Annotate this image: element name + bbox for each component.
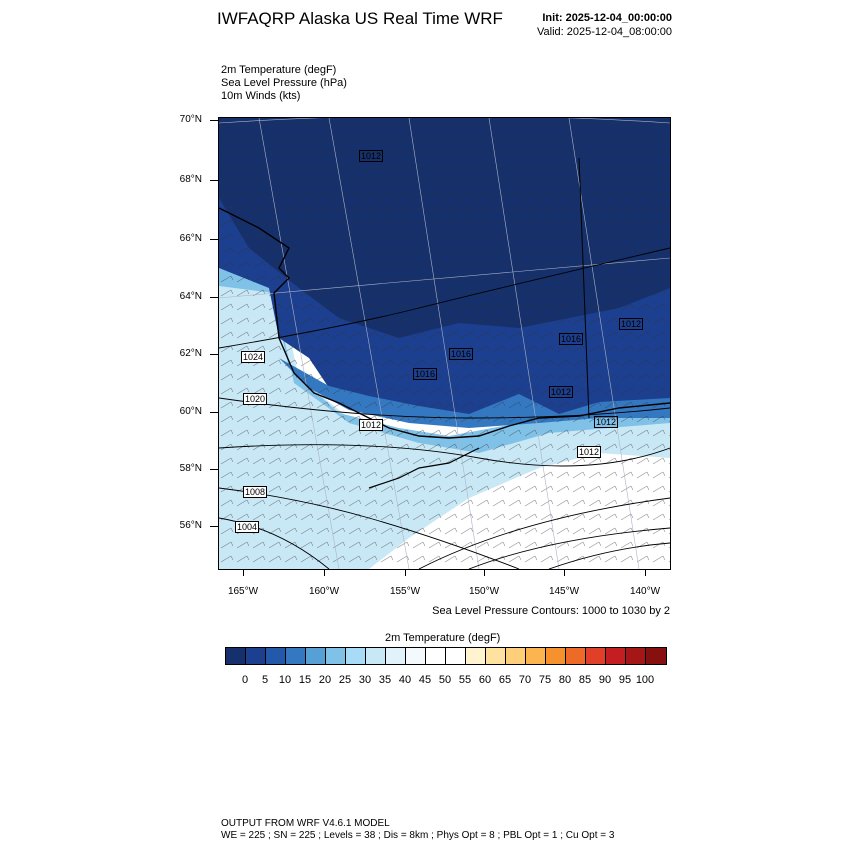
lon-tick bbox=[645, 570, 646, 576]
colorbar-label: 45 bbox=[418, 674, 432, 686]
colorbar-swatch bbox=[646, 648, 666, 664]
lon-tick bbox=[324, 570, 325, 576]
colorbar-label: 15 bbox=[298, 674, 312, 686]
colorbar-title: 2m Temperature (degF) bbox=[385, 632, 501, 644]
isobar-label: 1012 bbox=[621, 319, 642, 329]
colorbar-label: 25 bbox=[338, 674, 352, 686]
isobar-label: 1012 bbox=[551, 387, 572, 397]
colorbar-label: 100 bbox=[635, 674, 655, 686]
isobar-label: 1016 bbox=[451, 349, 472, 359]
colorbar-label: 90 bbox=[598, 674, 612, 686]
colorbar-swatch bbox=[546, 648, 566, 664]
isobar-label: 1008 bbox=[245, 487, 266, 497]
lat-tick bbox=[210, 526, 218, 527]
isobar-label: 1004 bbox=[237, 522, 258, 532]
colorbar-swatch bbox=[366, 648, 386, 664]
colorbar-swatch bbox=[486, 648, 506, 664]
colorbar-label: 60 bbox=[478, 674, 492, 686]
lon-label-145: 145°W bbox=[548, 586, 580, 597]
lon-tick bbox=[564, 570, 565, 576]
lat-tick bbox=[210, 239, 218, 240]
isobar-label: 1016 bbox=[415, 369, 436, 379]
colorbar-label: 75 bbox=[538, 674, 552, 686]
weather-map[interactable] bbox=[218, 117, 671, 570]
colorbar-swatch bbox=[286, 648, 306, 664]
lon-label-165: 165°W bbox=[227, 586, 259, 597]
lat-label-66: 66°N bbox=[179, 233, 202, 244]
lon-label-150: 150°W bbox=[468, 586, 500, 597]
colorbar-swatch bbox=[626, 648, 646, 664]
lat-label-64: 64°N bbox=[179, 291, 202, 302]
colorbar-swatch bbox=[526, 648, 546, 664]
colorbar-label: 70 bbox=[518, 674, 532, 686]
colorbar-label: 40 bbox=[398, 674, 412, 686]
colorbar-label: 10 bbox=[278, 674, 292, 686]
colorbar-label: 50 bbox=[438, 674, 452, 686]
init-time: Init: 2025-12-04_00:00:00 bbox=[542, 12, 672, 24]
lat-tick bbox=[210, 412, 218, 413]
lon-label-155: 155°W bbox=[389, 586, 421, 597]
lat-tick bbox=[210, 354, 218, 355]
colorbar-swatch bbox=[446, 648, 466, 664]
colorbar-swatch bbox=[406, 648, 426, 664]
field-temperature: 2m Temperature (degF) bbox=[221, 64, 337, 76]
colorbar-swatch bbox=[606, 648, 626, 664]
isobar-label: 1012 bbox=[361, 420, 382, 430]
colorbar-label: 0 bbox=[241, 674, 249, 686]
wind-barbs bbox=[219, 118, 670, 569]
lon-tick bbox=[243, 570, 244, 576]
colorbar-swatch bbox=[306, 648, 326, 664]
colorbar-swatch bbox=[506, 648, 526, 664]
colorbar-label: 65 bbox=[498, 674, 512, 686]
colorbar-label: 35 bbox=[378, 674, 392, 686]
field-pressure: Sea Level Pressure (hPa) bbox=[221, 77, 347, 89]
lat-tick bbox=[210, 469, 218, 470]
isobar-label: 1016 bbox=[561, 334, 582, 344]
lon-tick bbox=[405, 570, 406, 576]
colorbar-swatch bbox=[346, 648, 366, 664]
colorbar-swatch bbox=[326, 648, 346, 664]
colorbar-swatch bbox=[586, 648, 606, 664]
footer-model: OUTPUT FROM WRF V4.6.1 MODEL bbox=[221, 818, 390, 829]
lon-label-160: 160°W bbox=[308, 586, 340, 597]
colorbar-label: 85 bbox=[578, 674, 592, 686]
colorbar-swatch bbox=[466, 648, 486, 664]
lat-label-62: 62°N bbox=[179, 348, 202, 359]
footer-config: WE = 225 ; SN = 225 ; Levels = 38 ; Dis = 8km ; Phys Opt = 8 ; PBL Opt = 1 ; Cu Opt = 3 bbox=[221, 830, 615, 841]
colorbar-label: 20 bbox=[318, 674, 332, 686]
colorbar-swatch bbox=[426, 648, 446, 664]
isobar-label: 1012 bbox=[361, 151, 382, 161]
isobar-label: 1024 bbox=[243, 352, 264, 362]
lat-label-60: 60°N bbox=[179, 406, 202, 417]
page-title: IWFAQRP Alaska US Real Time WRF bbox=[217, 9, 503, 28]
colorbar-label: 80 bbox=[558, 674, 572, 686]
lat-tick bbox=[210, 180, 218, 181]
colorbar-swatch bbox=[246, 648, 266, 664]
lon-tick bbox=[484, 570, 485, 576]
lat-label-58: 58°N bbox=[179, 463, 202, 474]
valid-time: Valid: 2025-12-04_08:00:00 bbox=[537, 26, 672, 38]
colorbar-swatch bbox=[386, 648, 406, 664]
colorbar-label: 95 bbox=[618, 674, 632, 686]
lat-label-70: 70°N bbox=[179, 114, 202, 125]
colorbar-label: 5 bbox=[261, 674, 269, 686]
colorbar-label: 30 bbox=[358, 674, 372, 686]
isobar-label: 1012 bbox=[579, 447, 600, 457]
colorbar-swatch bbox=[226, 648, 246, 664]
colorbar bbox=[225, 647, 667, 665]
colorbar-swatch bbox=[266, 648, 286, 664]
field-winds: 10m Winds (kts) bbox=[221, 90, 301, 102]
map-canvas bbox=[219, 118, 670, 569]
colorbar-label: 55 bbox=[458, 674, 472, 686]
lon-label-140: 140°W bbox=[629, 586, 661, 597]
lat-label-68: 68°N bbox=[179, 174, 202, 185]
lat-tick bbox=[210, 120, 218, 121]
lat-tick bbox=[210, 297, 218, 298]
lat-label-56: 56°N bbox=[179, 520, 202, 531]
contour-note: Sea Level Pressure Contours: 1000 to 1030 by 2 bbox=[432, 605, 670, 617]
colorbar-swatch bbox=[566, 648, 586, 664]
isobar-label: 1012 bbox=[596, 417, 617, 427]
isobar-label: 1020 bbox=[245, 394, 266, 404]
